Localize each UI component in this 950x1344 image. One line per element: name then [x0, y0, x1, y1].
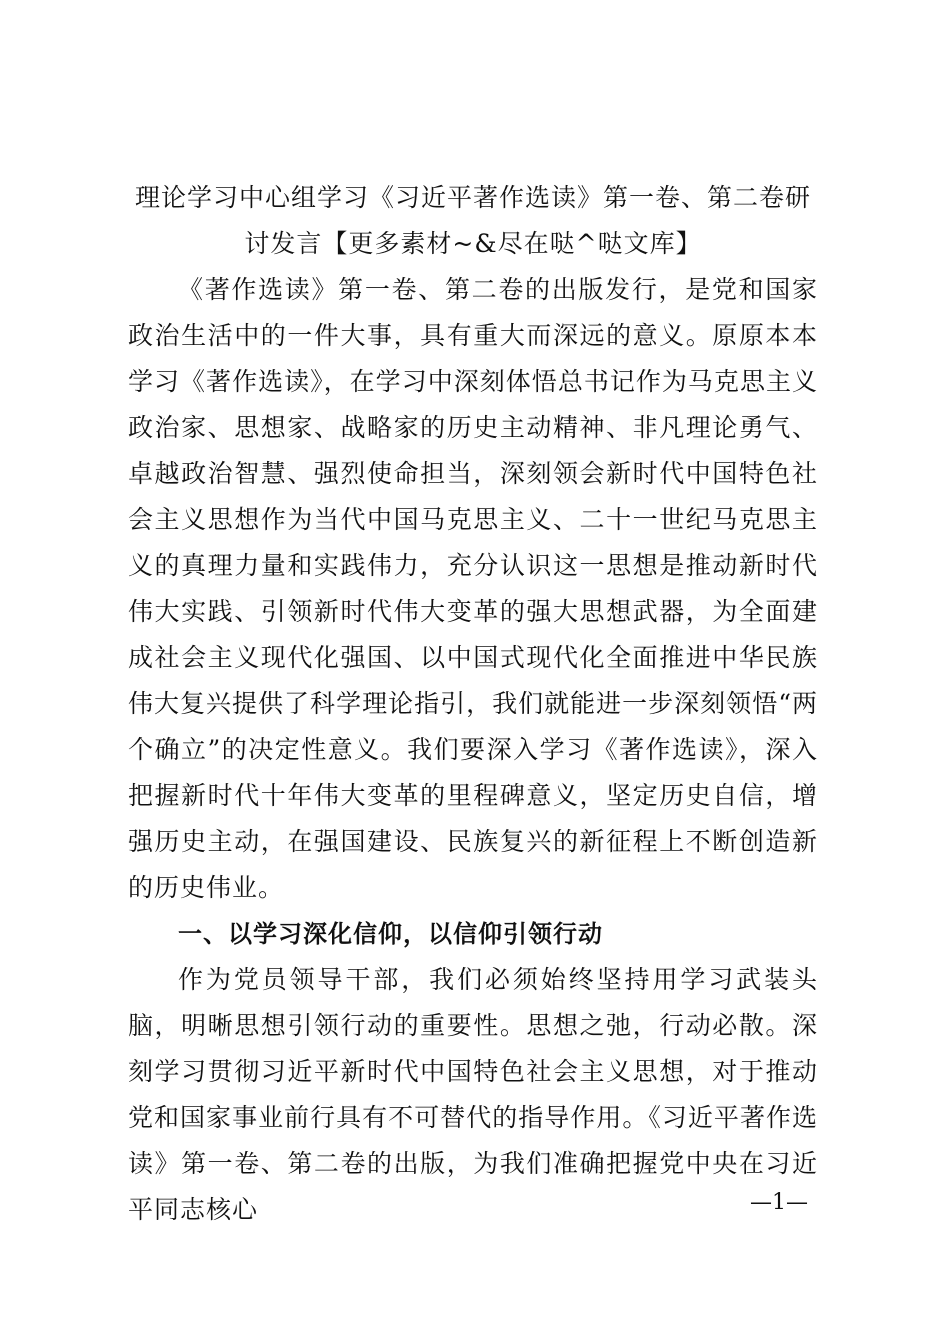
page-number: —1— [750, 1190, 808, 1215]
section-paragraph: 作为党员领导干部，我们必须始终坚持用学习武装头脑，明晰思想引领行动的重要性。思想之弛，行动必散。深刻学习贯彻习近平新时代中国特色社会主义思想，对于推动党和国家事业前行具有不可替代的指导作用。《习近平著作选读》第一卷、第二卷的出版，为我们准确把握党中央在习近平同志核心 [128, 965, 818, 1224]
intro-paragraph: 《著作选读》第一卷、第二卷的出版发行，是党和国家政治生活中的一件大事，具有重大而深远的意义。原原本本学习《著作选读》，在学习中深刻体悟总书记作为马克思主义政治家、思想家、战略家的历史主动精神、非凡理论勇气、卓越政治智慧、强烈使命担当，深刻领会新时代中国特色社会主义思想作为当代中国马克思主义、二十一世纪马克思主义的真理力量和实践伟力，充分认识这一思想是推动新时代伟大实践、引领新时代伟大变革的强大思想武器，为全面建成社会主义现代化强国、以中国式现代化全面推进中华民族伟大复兴提供了科学理论指引，我们就能进一步深刻领悟“两个确立”的决定性意义。我们要深入学习《著作选读》，深入把握新时代十年伟大变革的里程碑意义，坚定历史自信，增强历史主动，在强国建设、民族复兴的新征程上不断创造新的历史伟业。 [128, 275, 818, 902]
document-title: 理论学习中心组学习《习近平著作选读》第一卷、第二卷研讨发言【更多素材~&尽在哒^哒文库】 [134, 183, 811, 258]
section-heading: 一、以学习深化信仰，以信仰引领行动 [178, 920, 603, 948]
document-body [128, 175, 818, 1233]
